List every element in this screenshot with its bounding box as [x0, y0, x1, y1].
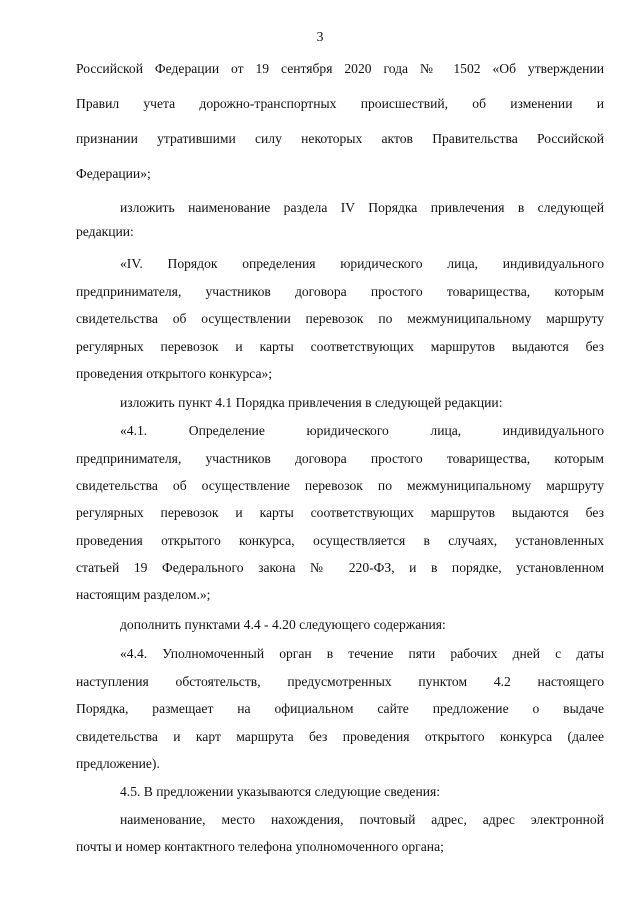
- page-number: 3: [316, 30, 324, 45]
- text-line: Федерации»;: [76, 166, 151, 181]
- text-line: наступления обстоятельств, предусмотренных пунктом 4.2 настоящего: [76, 674, 604, 689]
- text-line: свидетельства об осуществлении перевозок по межмуниципальному маршруту: [76, 311, 604, 326]
- text-line: «4.1. Определение юридического лица, индивидуального: [120, 423, 604, 438]
- text-line: регулярных перевозок и карты соответствующих маршрутов выдаются без: [76, 505, 604, 520]
- text-line: Российской Федерации от 19 сентября 2020 года № 1502 «Об утверждении: [76, 61, 604, 76]
- text-line: наименование, место нахождения, почтовый адрес, адрес электронной: [120, 812, 604, 827]
- text-line: настоящим разделом.»;: [76, 587, 211, 602]
- text-line: предпринимателя, участников договора простого товарищества, которым: [76, 284, 604, 299]
- text-line: Правил учета дорожно-транспортных происшествий, об изменении и: [76, 96, 604, 111]
- text-line: проведения открытого конкурса, осуществляется в случаях, установленных: [76, 533, 604, 548]
- text-line: признании утратившими силу некоторых актов Правительства Российской: [76, 131, 604, 146]
- text-line: свидетельства об осуществление перевозок по межмуниципальному маршруту: [76, 478, 604, 493]
- text-line: изложить пункт 4.1 Порядка привлечения в следующей редакции:: [120, 395, 503, 410]
- text-line: регулярных перевозок и карты соответствующих маршрутов выдаются без: [76, 339, 604, 354]
- text-line: свидетельства и карт маршрута без проведения открытого конкурса (далее: [76, 729, 604, 744]
- text-line: дополнить пунктами 4.4 - 4.20 следующего содержания:: [120, 617, 446, 632]
- text-line: «IV. Порядок определения юридического лица, индивидуального: [120, 256, 604, 271]
- text-line: статьей 19 Федерального закона № 220-ФЗ, и в порядке, установленном: [76, 560, 604, 575]
- text-line: редакции:: [76, 224, 134, 239]
- text-line: изложить наименование раздела IV Порядка привлечения в следующей: [120, 200, 604, 215]
- text-line: «4.4. Уполномоченный орган в течение пяти рабочих дней с даты: [120, 646, 604, 661]
- text-line: 4.5. В предложении указываются следующие сведения:: [120, 784, 441, 799]
- text-line: проведения открытого конкурса»;: [76, 366, 273, 381]
- text-line: предложение).: [76, 756, 160, 771]
- text-line: Порядка, размещает на официальном сайте предложение о выдаче: [76, 701, 604, 716]
- text-line: предпринимателя, участников договора простого товарищества, которым: [76, 451, 604, 466]
- text-line: почты и номер контактного телефона уполномоченного органа;: [76, 839, 444, 854]
